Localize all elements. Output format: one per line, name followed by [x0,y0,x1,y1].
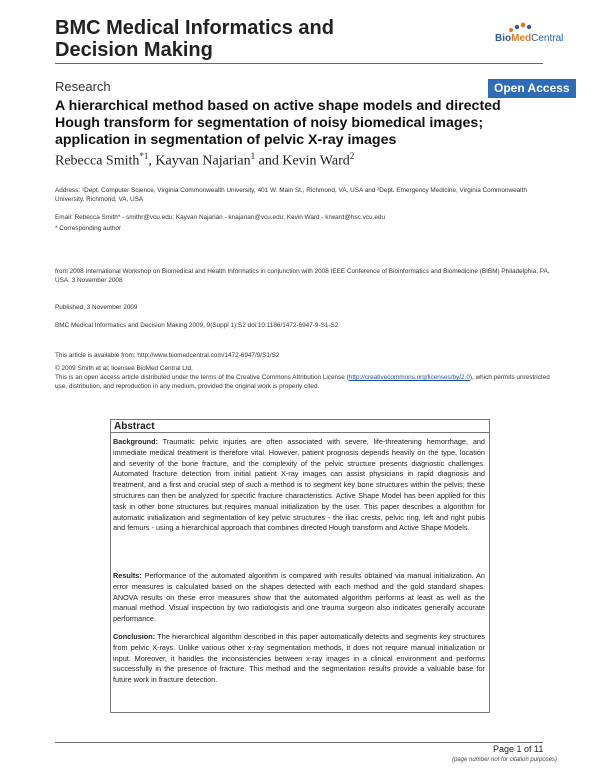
author-name: Kayvan Najarian [155,153,251,169]
author-separator: and [255,153,283,169]
logo-central: Central [531,33,564,44]
license-suffix: ), which permits unrestricted use, distribution, and reproduction in any medium, provided the original work is properly cited. [55,374,550,390]
license-text [55,373,550,391]
abstract-heading: Abstract [114,421,155,432]
author-separator: , [148,153,156,169]
author-addresses: Address: ¹Dept. Computer Science, Virginia Commonwealth University, 401 W. Main St., Richmond, VA, USA and ²Dept. Emergency Medicine, Virginia Commonwealth University, Richmond, VA, USA [55,187,527,203]
conclusion-text: The hierarchical algorithm described in this paper automatically detects and segments key structures from pelvic X-rays. Unlike various other x-ray segmentation methods, it does not require manual initialization or input. Moreover, it handles the inconsistencies between x-ray images in a clinical environment and performs successfully in the presence of fracture. This method and the segmentation results provide a valuable base for future work in fracture detection. [113,632,485,685]
article-title: A hierarchical method based on active shape models and directed Hough transform for segmentation of noisy biomedical images; application in segmentation of pelvic X-ray images [55,98,501,148]
logo-med: Med [511,33,532,44]
biomed-central-logo[interactable] [495,33,563,44]
conclusion-label: Conclusion: [113,632,156,641]
page-number: Page 1 of 11 [493,744,544,754]
copyright: © 2009 Smith et al; licensee BioMed Central Ltd. [55,365,193,372]
author-affiliation: *1 [139,151,149,161]
author-name: Rebecca Smith [55,153,140,169]
corresponding-author-note: * Corresponding author [55,225,122,232]
background-text: Traumatic pelvic injuries are often associated with severe, life-threatening hemorrhage, and immediate medical treatment is therefore vital. However, patient prognosis depends heavily on the type, location and severity of the bone fracture, and the complexity of the pelvic structure presents diagnostic challenges. Automated fracture detection from initial patient X-ray images can assist physicians in rapid diagnosis and treatment, and a first and crucial step of such a method is to segment key bone structures within the pelvis; these structures can then be analyzed for specific fracture characteristics. Active Shape Model has been applied for this task in other bone structures but requires manual initialization by the user. This paper describes a algorithm for automatic initialization and segmentation of key pelvic structures - the iliac crests, pelvic ring, left and right pubis and femurs - using a hierarchical approach that combines directed Hough transform and Active Shape Models. [113,437,485,533]
journal-title: BMC Medical Informatics and Decision Making [55,17,334,61]
results-label: Results: [113,571,142,580]
license-link[interactable]: http://creativecommons.org/licenses/by/2.0 [348,374,470,381]
open-access-badge[interactable]: Open Access [488,79,576,98]
footer-divider [55,742,543,743]
license-prefix: This is an open access article distributed under the terms of the Creative Commons Attribution License ( [55,374,349,381]
header-divider [55,63,543,64]
article-url[interactable]: This article is available from: http://www.biomedcentral.com/1472-6947/9/S1/S2 [55,352,280,359]
author-affiliation: 2 [349,151,355,161]
published-date: Published: 3 November 2009 [55,304,138,311]
author-affiliation: 1 [250,151,256,161]
conference-info: from 2008 International Workshop on Biomedical and Health Informatics in conjunction with 2008 IEEE Conference of Bioinformatics and Biomedicine (BIBM) Philadelphia, PA, USA. 3 November 2008 [55,268,550,284]
logo-dots-icon [507,21,537,33]
logo-bio: Bio [495,33,512,44]
author-list [55,151,354,170]
abstract-background [113,437,485,534]
article-section: Research [55,79,111,94]
abstract-conclusion [113,632,485,686]
abstract-results [113,571,485,625]
abstract-divider [110,432,490,433]
author-name: Kevin Ward [282,153,350,169]
citation: BMC Medical Informatics and Decision Making 2009, 9(Suppl 1):S2 doi:10.1186/1472-6947-9-S1-S2 [55,322,339,329]
results-text: Performance of the automated algorithm is compared with results obtained via manual initialization. An error measures is calculated based on the shapes detected with each method and the gold standard shapes. ANOVA results on these error measures show that the automated algorithm performs at least as well as the manual method. Visual inspection by two radiologists and one trauma surgeon also indicates generally accurate performance. [113,571,485,624]
author-emails: Email: Rebecca Smith* - smithr@vcu.edu; Kayvan Najarian - knajarian@vcu.edu; Kevin Ward - krward@hsc.vcu.edu [55,214,386,221]
background-label: Background: [113,437,158,446]
page-number-note: (page number not for citation purposes) [452,757,558,763]
